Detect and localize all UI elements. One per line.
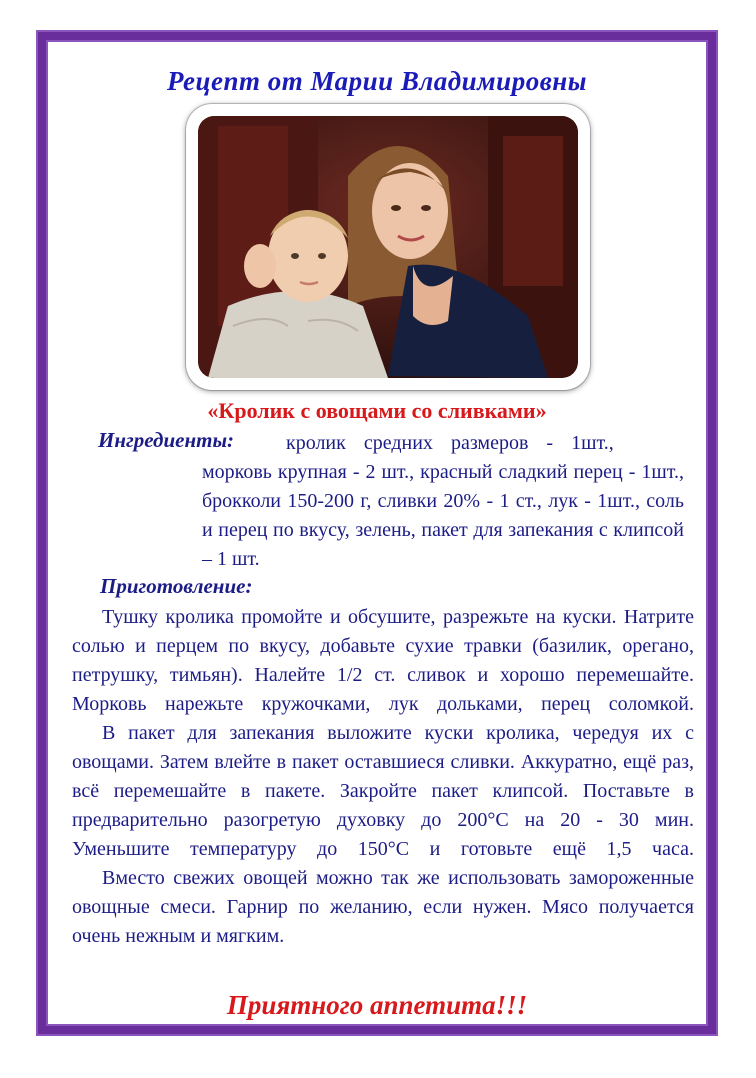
preparation-paragraph-2: В пакет для запекания выложите куски кролика, чередуя их с овощами. Затем влейте в пакет оставшиеся сливки. Аккуратно, ещё раз, всё перемешайте в пакете. Закройте пакет клипсой. Поставьте в предварительно разогретую духовку до 200°C на 20 - 30 мин. Уменьшите температуру до 150°C и готовьте ещё 1,5 часа. [72,722,694,860]
ingredients-first-line [286,429,684,458]
preparation-paragraph-3: Вместо свежих овощей можно так же использовать замороженные овощные смеси. Гарнир по желанию, если нужен. Мясо получается очень нежным и мягким. [72,867,694,947]
ingredient-word: - [546,432,554,454]
preparation-text [72,603,694,951]
preparation-label: Приготовление: [100,574,253,598]
photo-of-mother-and-child-icon [198,116,578,378]
preparation-paragraph-1: Тушку кролика промойте и обсушите, разрежьте на куски. Натрите солью и перцем по вкусу, добавьте сухие травки (базилик, орегано, петрушку, тимьян). Налейте 1/2 ст. сливок и хорошо перемешайте. Морковь нарежьте кружочками, лук дольками, перец соломкой. [72,606,694,715]
page-title: Рецепт от Марии Владимировны [166,66,587,96]
ingredients-list: морковь крупная - 2 шт., красный сладкий перец - 1шт., брокколи 150-200 г, сливки 20% - 1 ст., лук - 1шт., соль и перец по вкусу, зелень, пакет для запекания с клипсой – 1 шт. [202,461,684,570]
photo-frame [186,104,590,390]
ingredient-word: 1шт., [571,432,614,454]
recipe-card [38,32,716,1034]
ingredient-word: кролик [286,432,346,454]
ingredient-word: размеров [450,432,529,454]
ingredient-word: средних [363,432,433,454]
ingredients-label: Ингредиенты: [98,428,235,452]
closing-wish: Приятного аппетита!!! [226,990,528,1020]
dish-name: «Кролик с овощами со сливками» [207,398,547,423]
